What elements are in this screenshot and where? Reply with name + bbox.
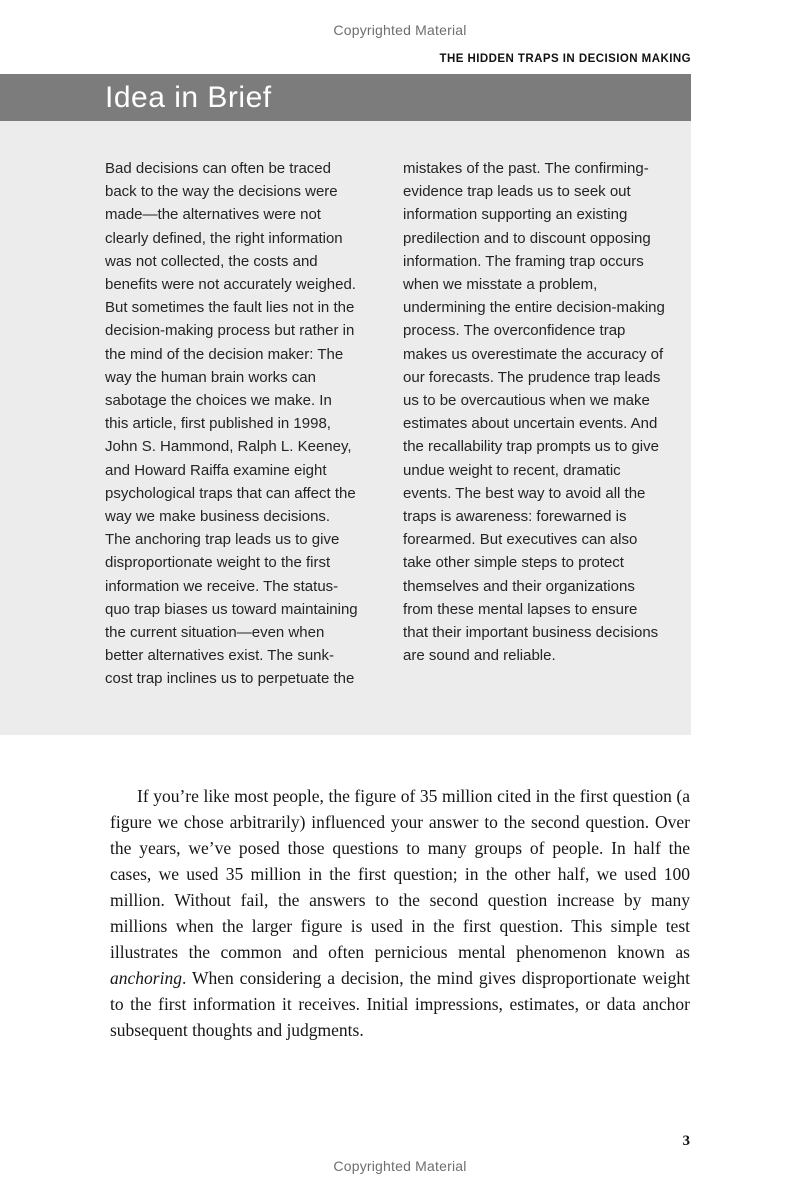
page-number: 3 [682, 1133, 690, 1149]
copyright-notice-bottom: Copyrighted Material [333, 1158, 467, 1174]
idea-in-brief-banner [0, 74, 691, 121]
body-paragraph [110, 783, 690, 1043]
copyright-notice-top: Copyrighted Material [333, 22, 467, 38]
idea-in-brief-title: Idea in Brief [105, 80, 272, 114]
running-head: THE HIDDEN TRAPS IN DECISION MAKING [439, 53, 691, 65]
idea-in-brief-box [0, 121, 691, 735]
body-paragraph-end: . When considering a decision, the mind gives disproportionate weight to the first information it receives. Initial impressions, estimates, or data anchor subsequent thoughts and judgments. [110, 967, 690, 1040]
sidebar-column-left: Bad decisions can often be traced back to the way the decisions were made—the alternatives were not clearly defined, the right information was not collected, the costs and benefits were not accurately weighed. But sometimes the fault lies not in the decision-making process but rather in the mind of the decision maker: The way the human brain works can sabotage the choices we make. In this article, first published in 1998, John S. Hammond, Ralph L. Keeney, and Howard Raiffa examine eight psychological traps that can affect the way we make business decisions. The anchoring trap leads us to give disproportionate weight to the first information we receive. The status-quo trap biases us toward maintaining the current situation—even when better alternatives exist. The sunk-cost trap inclines us to perpetuate the [105, 160, 358, 688]
body-paragraph-start: If you’re like most people, the figure of 35 million cited in the first question (a figure we chose arbitrarily) influenced your answer to the second question. Over the years, we’ve posed those questions to many groups of people. In half the cases, we used 35 million in the first question; in the other half, we used 100 million. Without fail, the answers to the second question increase by many millions when the larger figure is used in the first question. This simple test illustrates the common and often pernicious mental phenomenon known as [110, 785, 690, 962]
anchoring-italic-term: anchoring [110, 967, 182, 988]
sidebar-column-right: mistakes of the past. The confirming-evidence trap leads us to seek out information supporting an existing predilection and to discount opposing information. The framing trap occurs when we misstate a problem, undermining the entire decision-making process. The overconfidence trap makes us overestimate the accuracy of our forecasts. The prudence trap leads us to be overcautious when we make estimates about uncertain events. And the recallability trap prompts us to give undue weight to recent, dramatic events. The best way to avoid all the traps is awareness: forewarned is forearmed. But executives can also take other simple steps to protect themselves and their organizations from these mental lapses to ensure that their important business decisions are sound and reliable. [403, 160, 665, 665]
